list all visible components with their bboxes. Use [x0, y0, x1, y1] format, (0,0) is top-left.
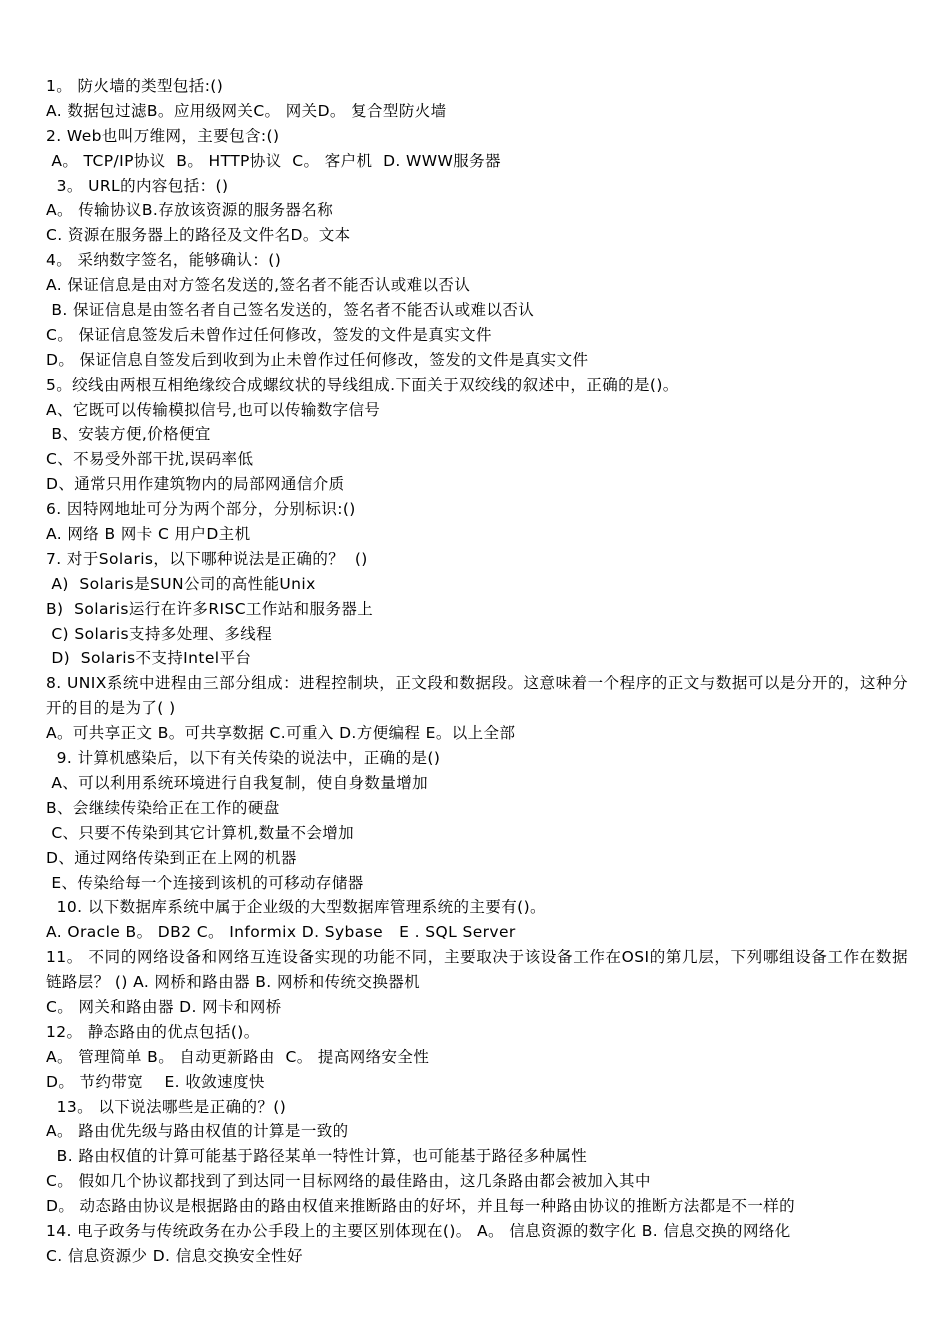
q2-stem: 2. Web也叫万维网，主要包含:(): [46, 126, 280, 145]
q5-option-a: A、它既可以传输模拟信号,也可以传输数字信号: [46, 400, 381, 419]
q14-stem: 14. 电子政务与传统政务在办公手段上的主要区别体现在()。 A。 信息资源的数字化 B. 信息交换的网络化: [46, 1222, 791, 1241]
q10-options: A. Oracle B。 DB2 C。 Informix D. Sybase E . SQL Server: [46, 923, 516, 942]
q4-option-d: D。 保证信息自签发后到收到为止未曾作过任何修改，签发的文件是真实文件: [46, 350, 589, 369]
q9-stem: 9. 计算机感染后，以下有关传染的说法中，正确的是(): [46, 749, 441, 768]
q12-options-abc: A。 管理简单 B。 自动更新路由 C。 提高网络安全性: [46, 1047, 430, 1066]
q5-option-c: C、不易受外部干扰,误码率低: [46, 450, 254, 469]
q9-option-d: D、通过网络传染到正在上网的机器: [46, 848, 297, 867]
q1-stem: 1。 防火墙的类型包括:(): [46, 77, 224, 95]
q9-option-a: A、可以利用系统环境进行自我复制，使自身数量增加: [46, 773, 429, 792]
q13-stem: 13。 以下说法哪些是正确的？(): [46, 1097, 287, 1116]
q7-option-d: D) Solaris不支持Intel平台: [46, 649, 252, 668]
q4-stem: 4。 采纳数字签名，能够确认：(): [46, 251, 282, 270]
q4-option-a: A. 保证信息是由对方签名发送的,签名者不能否认或难以否认: [46, 276, 471, 295]
q11-stem: 11。 不同的网络设备和网络互连设备实现的功能不同，主要取决于该设备工作在OSI的第几层，下列哪组设备工作在数据链路层？ () A. 网桥和路由器 B. 网桥和传统交换器机: [46, 948, 908, 992]
q12-options-de: D。 节约带宽 E. 收敛速度快: [46, 1072, 265, 1091]
q8-options: A。可共享正文 B。可共享数据 C.可重入 D.方便编程 E。以上全部: [46, 724, 516, 743]
q13-option-b: B. 路由权值的计算可能基于路径某单一特性计算，也可能基于路径多种属性: [46, 1147, 588, 1166]
q9-option-b: B、会继续传染给正在工作的硬盘: [46, 798, 280, 817]
q3-options-cd: C. 资源在服务器上的路径及文件名D。文本: [46, 226, 351, 245]
q6-stem: 6. 因特网地址可分为两个部分，分别标识:(): [46, 500, 356, 519]
q14-options-cd: C. 信息资源少 D. 信息交换安全性好: [46, 1246, 303, 1265]
q8-stem: 8. UNIX系统中进程由三部分组成：进程控制块，正文段和数据段。这意味着一个程序的正文与数据可以是分开的，这种分开的目的是为了( ): [46, 674, 908, 718]
q5-stem: 5。绞线由两根互相绝缘绞合成螺纹状的导线组成.下面关于双绞线的叙述中，正确的是()。: [46, 375, 679, 394]
q13-option-d: D。 动态路由协议是根据路由的路由权值来推断路由的好坏，并且每一种路由协议的推断方法都是不一样的: [46, 1197, 796, 1216]
q7-option-b: B) Solaris运行在许多RISC工作站和服务器上: [46, 599, 374, 618]
q3-stem: 3。 URL的内容包括：(): [46, 176, 229, 195]
q9-option-c: C、只要不传染到其它计算机,数量不会增加: [46, 823, 355, 842]
q2-options: A。 TCP/IP协议 B。 HTTP协议 C。 客户机 D. WWW服务器: [46, 151, 501, 170]
q6-options: A. 网络 B 网卡 C 用户D主机: [46, 525, 251, 544]
q1-options: A. 数据包过滤B。应用级网关C。 网关D。 复合型防火墙: [46, 101, 447, 120]
q7-option-a: A) Solaris是SUN公司的高性能Unix: [46, 574, 316, 593]
q13-option-a: A。 路由优先级与路由权值的计算是一致的: [46, 1122, 349, 1141]
q10-stem: 10. 以下数据库系统中属于企业级的大型数据库管理系统的主要有()。: [46, 898, 546, 917]
q7-stem: 7. 对于Solaris，以下哪种说法是正确的？ (): [46, 549, 368, 568]
q5-option-b: B、安装方便,价格便宜: [46, 425, 211, 444]
q7-option-c: C) Solaris支持多处理、多线程: [46, 624, 273, 643]
q11-options-cd: C。 网关和路由器 D. 网卡和网桥: [46, 998, 282, 1017]
q3-options-ab: A。 传输协议B.存放该资源的服务器名称: [46, 201, 334, 220]
q9-option-e: E、传染给每一个连接到该机的可移动存储器: [46, 873, 364, 892]
question-list: [46, 74, 908, 1269]
q5-option-d: D、通常只用作建筑物内的局部网通信介质: [46, 475, 345, 494]
q4-option-b: B. 保证信息是由签名者自己签名发送的，签名者不能否认或难以否认: [46, 301, 535, 320]
q4-option-c: C。 保证信息签发后未曾作过任何修改，签发的文件是真实文件: [46, 325, 492, 344]
q12-stem: 12。 静态路由的优点包括()。: [46, 1022, 260, 1041]
q13-option-c: C。 假如几个协议都找到了到达同一目标网络的最佳路由，这几条路由都会被加入其中: [46, 1172, 651, 1191]
